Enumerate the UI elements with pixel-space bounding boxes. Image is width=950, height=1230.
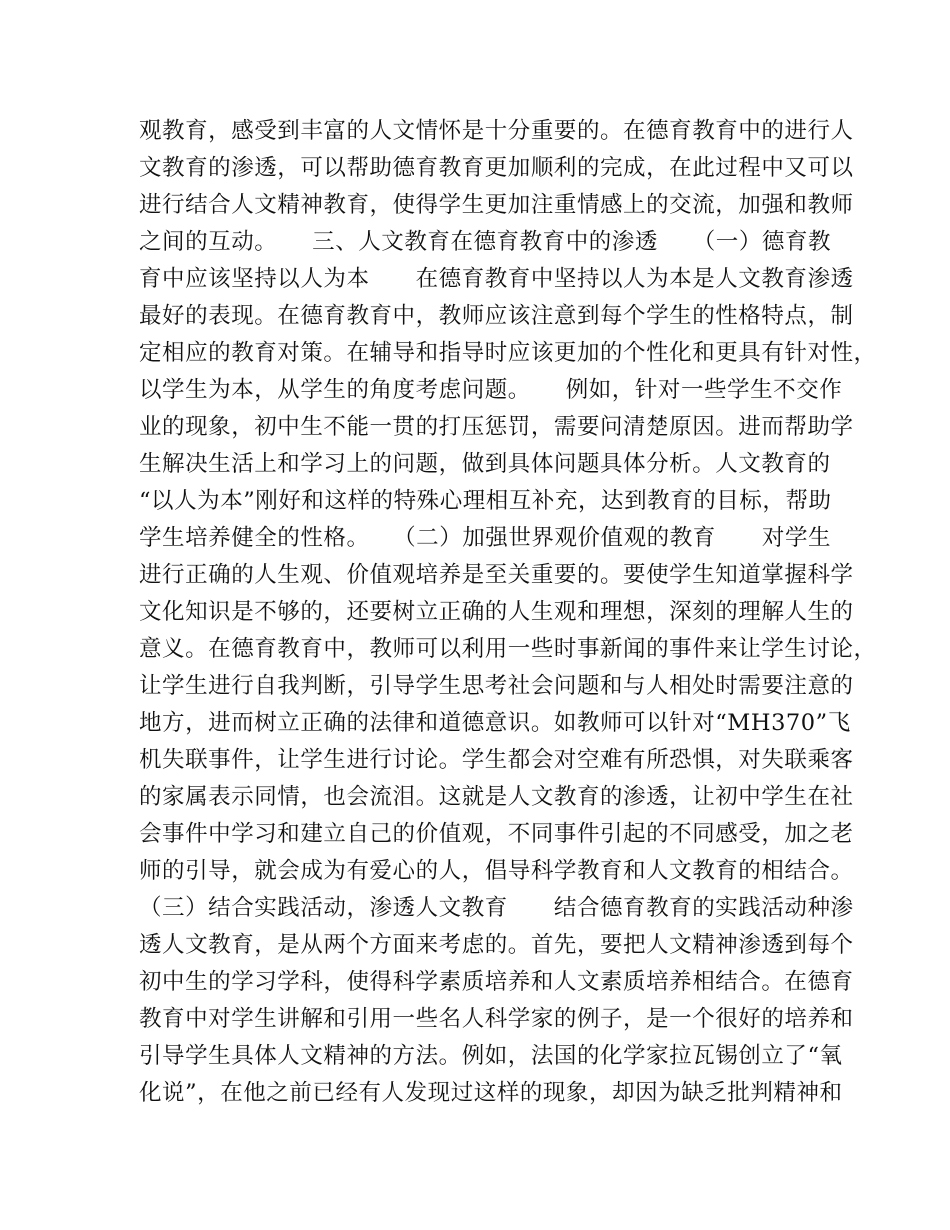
text-line: 进行正确的人生观、价值观培养是至关重要的。要使学生知道掌握科学 <box>139 562 854 588</box>
text-line: 初中生的学习学科，使得科学素质培养和人文素质培养相结合。在德育 <box>139 969 854 995</box>
text-line: 定相应的教育对策。在辅导和指导时应该更加的个性化和更具有针对性， <box>139 340 877 366</box>
text-line: 会事件中学习和建立自己的价值观，不同事件引起的不同感受，加之老 <box>139 821 854 847</box>
text-line: 之间的互动。 三、人文教育在德育教育中的渗透 （一）德育教 <box>139 229 832 255</box>
text-line: 以学生为本，从学生的角度考虑问题。 例如，针对一些学生不交作 <box>139 377 843 403</box>
text-line: 学生培养健全的性格。 （二）加强世界观价值观的教育 对学生 <box>139 525 832 551</box>
text-line: （三）结合实践活动，渗透人文教育 结合德育教育的实践活动种渗 <box>139 895 854 921</box>
text-line: 让学生进行自我判断，引导学生思考社会问题和与人相处时需要注意的 <box>139 673 854 699</box>
text-line: 进行结合人文精神教育，使得学生更加注重情感上的交流，加强和教师 <box>139 192 854 218</box>
text-line: 透人文教育，是从两个方面来考虑的。首先，要把人文精神渗透到每个 <box>139 932 854 958</box>
text-line: 机失联事件，让学生进行讨论。学生都会对空难有所恐惧，对失联乘客 <box>139 747 854 773</box>
body-text <box>139 113 877 1112</box>
text-line: 师的引导，就会成为有爱心的人，倡导科学教育和人文教育的相结合。 <box>139 858 854 884</box>
text-line: 教育中对学生讲解和引用一些名人科学家的例子，是一个很好的培养和 <box>139 1006 854 1032</box>
text-line: 地方，进而树立正确的法律和道德意识。如教师可以针对“MH370”飞 <box>139 710 851 736</box>
text-line: 化说”，在他之前已经有人发现过这样的现象，却因为缺乏批判精神和 <box>139 1080 843 1106</box>
text-line: 业的现象，初中生不能一贯的打压惩罚，需要问清楚原因。进而帮助学 <box>139 414 854 440</box>
text-line: 文教育的渗透，可以帮助德育教育更加顺利的完成，在此过程中又可以 <box>139 155 854 181</box>
text-line: 文化知识是不够的，还要树立正确的人生观和理想，深刻的理解人生的 <box>139 599 854 625</box>
text-line: 意义。在德育教育中，教师可以利用一些时事新闻的事件来让学生讨论， <box>139 636 877 662</box>
text-line: 育中应该坚持以人为本 在德育教育中坚持以人为本是人文教育渗透 <box>139 266 854 292</box>
text-line: “以人为本”刚好和这样的特殊心理相互补充，达到教育的目标，帮助 <box>139 488 832 514</box>
text-line: 生解决生活上和学习上的问题，做到具体问题具体分析。人文教育的 <box>139 451 831 477</box>
text-line: 观教育，感受到丰富的人文情怀是十分重要的。在德育教育中的进行人 <box>139 118 854 144</box>
text-line: 的家属表示同情，也会流泪。这就是人文教育的渗透，让初中学生在社 <box>139 784 854 810</box>
text-line: 最好的表现。在德育教育中，教师应该注意到每个学生的性格特点，制 <box>139 303 854 329</box>
text-line: 引导学生具体人文精神的方法。例如，法国的化学家拉瓦锡创立了“氧 <box>139 1043 843 1069</box>
